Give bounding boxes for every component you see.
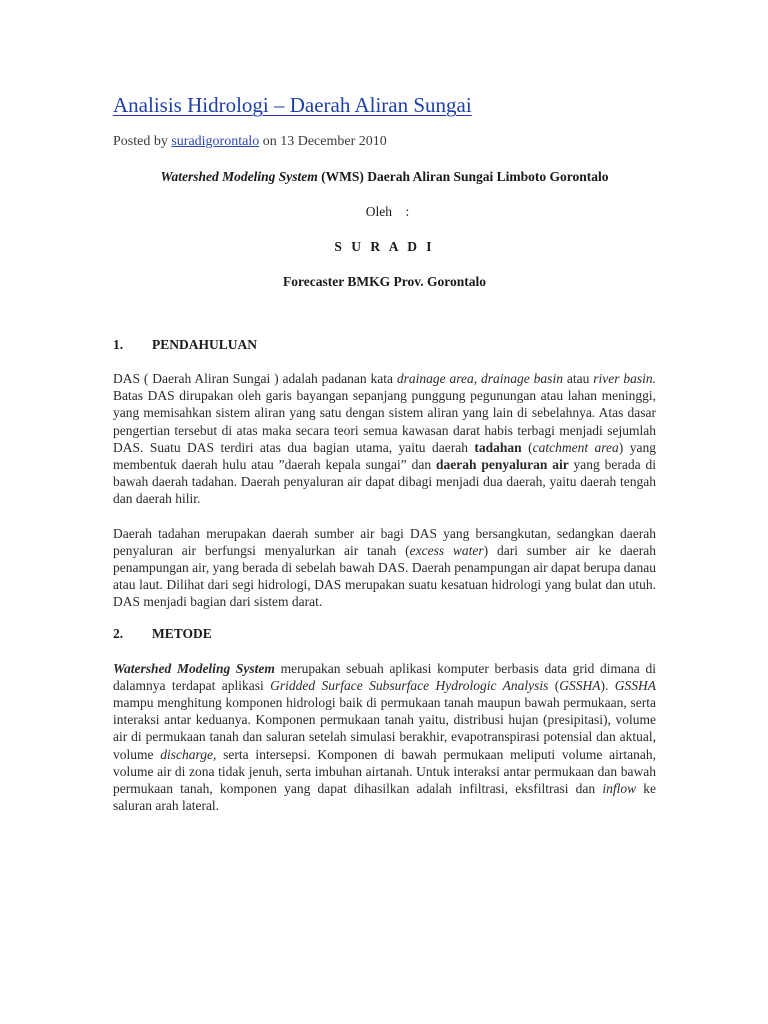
text-run: tadahan xyxy=(474,439,522,455)
author-link[interactable]: suradigorontalo xyxy=(171,134,260,149)
text-run: , serta intersepsi. Komponen di bawah permukaan meliputi volume airtanah, volume air di zona tidak jenuh, serta imbuhan airtanah. Untuk interaksi antar permukaan dan bawah permukaan tanah, komponen yang dapat dihasilkan adalah infiltrasi, eksfiltrasi dan xyxy=(113,746,656,797)
text-run: daerah penyaluran air xyxy=(435,457,569,473)
text-run: drainage area, drainage basin xyxy=(396,371,563,386)
text-run: Gridded Surface Subsurface Hydrologic Analysis xyxy=(270,677,549,693)
section-number: 1. xyxy=(113,337,124,352)
section-heading-metode xyxy=(113,625,656,643)
text-run: catchment area xyxy=(532,439,619,455)
paragraph-wms-description xyxy=(113,660,656,815)
author-affiliation: Forecaster BMKG Prov. Gorontalo xyxy=(283,274,486,289)
subtitle-rest: (WMS) Daerah Aliran Sungai Limboto Gorontalo xyxy=(317,169,609,184)
text-run: ) yang membentuk daerah hulu atau ”daerah kepala sungai” dan xyxy=(113,439,656,473)
document-subtitle xyxy=(113,168,656,186)
paragraph-das-definition xyxy=(113,370,656,508)
text-run: ( xyxy=(548,677,560,693)
text-run: discharge xyxy=(160,746,214,762)
text-run: ) dari sumber air ke daerah penampungan air, yang berada di sebelah bawah DAS. Daerah penampungan air dapat berupa danau atau laut. Dilihat dari segi hidrologi, DAS merupakan suatu kesatuan hidrologi yang bulat dan utuh. DAS menjadi bagian dari sistem darat. xyxy=(113,542,656,610)
text-run: river basin. xyxy=(593,371,656,386)
text-run: excess water xyxy=(409,542,484,558)
text-run: atau xyxy=(562,371,594,386)
section-number: 2. xyxy=(113,625,124,641)
post-date: on 13 December 2010 xyxy=(259,134,387,149)
posted-by-label: Posted by xyxy=(113,134,172,149)
text-run: inflow xyxy=(602,781,637,797)
subtitle-italic-part: Watershed Modeling System xyxy=(160,169,318,184)
text-run: Daerah tadahan merupakan daerah sumber air bagi DAS yang bersangkutan, sedangkan daerah penyaluran air berfungsi menyalurkan air tanah ( xyxy=(113,525,656,558)
section-heading-pendahuluan xyxy=(113,336,656,354)
text-run: ke saluran arah lateral. xyxy=(113,781,656,814)
text-run: GSSHA xyxy=(614,677,657,693)
oleh-label: Oleh : xyxy=(365,204,410,219)
document-page xyxy=(113,88,656,814)
section-title: METODE xyxy=(152,625,212,641)
text-run: Batas DAS dirupakan oleh garis bayangan sepanjang punggung pegunungan atau lahan meninggi, yang memisahkan sistem aliran yang satu dengan sistem aliran yang lain di sebelahnya. Atas dasar pengertian tersebut di atas maka secara teori semua kawasan darat habis terbagi menjadi sejumlah DAS. Suatu DAS terdiri atas dua bagian utama, yaitu daerah xyxy=(113,388,656,455)
paragraph-daerah-tadahan xyxy=(113,525,656,611)
article-title[interactable]: Analisis Hidrologi – Daerah Aliran Sungai xyxy=(113,93,472,117)
text-run: DAS ( Daerah Aliran Sungai ) adalah padanan kata xyxy=(113,371,397,386)
text-run: ( xyxy=(521,439,533,455)
post-meta xyxy=(113,133,656,151)
text-run: Watershed Modeling System xyxy=(113,660,275,676)
text-run: merupakan sebuah aplikasi komputer berbasis data grid dimana di dalamnya terdapat aplikasi xyxy=(113,660,656,693)
text-run: yang berada di bawah daerah tadahan. Daerah penyaluran air dapat dibagi menjadi dua daerah, yaitu daerah tengah dan daerah hilir. xyxy=(113,457,656,507)
text-run: GSSHA xyxy=(559,677,601,693)
text-run: ). xyxy=(600,677,615,693)
section-title: PENDAHULUAN xyxy=(152,337,258,352)
author-name: S U R A D I xyxy=(334,239,435,254)
text-run: mampu menghitung komponen hidrologi baik di permukaan tanah maupun bawah permukaan, serta interaksi antar keduanya. Komponen permukaan tanah yaitu, distribusi hujan (presipitasi), volume air di permukaan tanah dan saluran setelah simulasi berakhir, evapotranspirasi potensial dan aktual, volume xyxy=(113,695,656,762)
